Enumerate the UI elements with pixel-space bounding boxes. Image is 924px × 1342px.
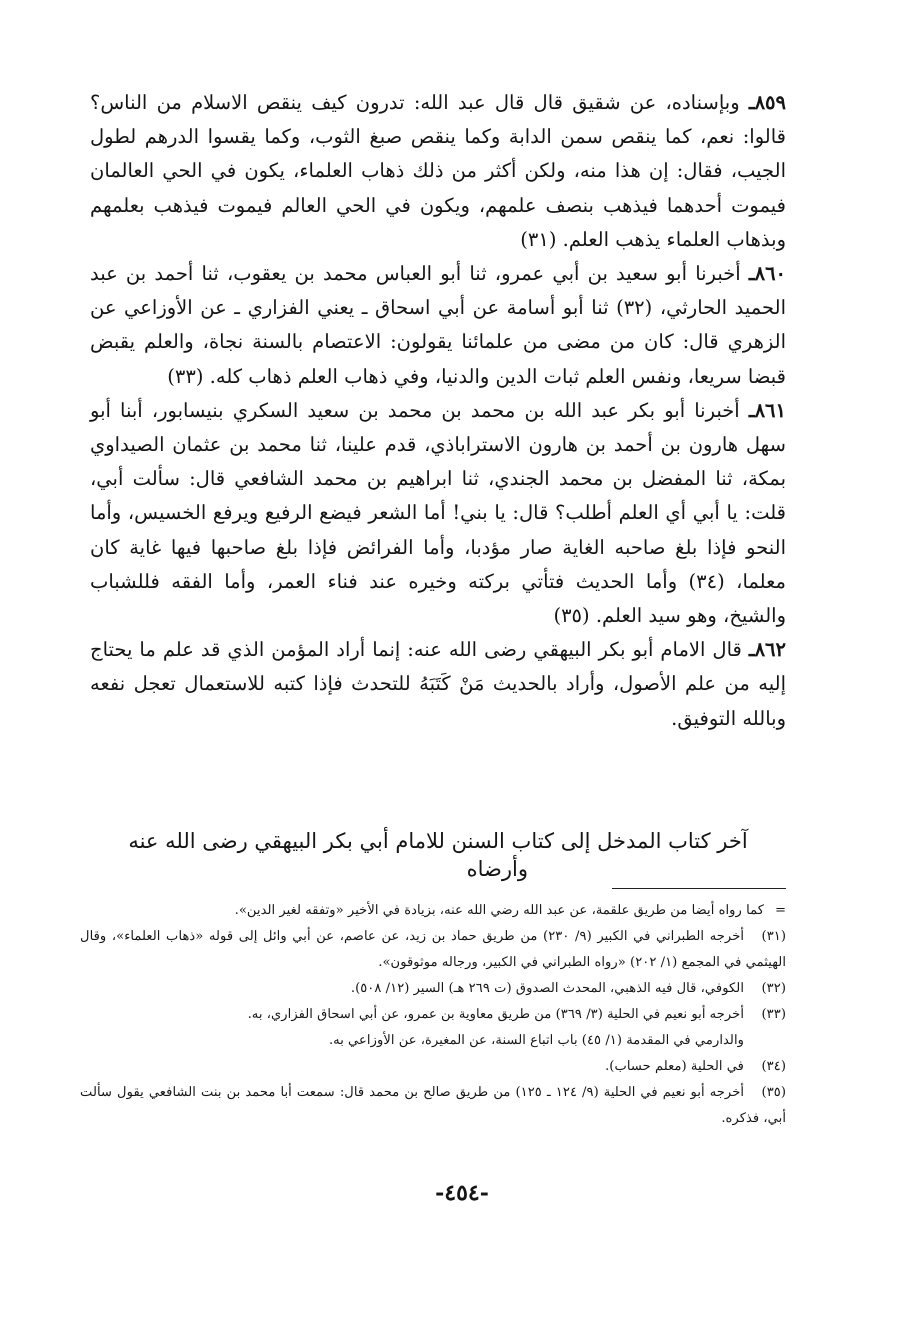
hadith-862 (90, 633, 786, 736)
footnotes (80, 898, 786, 1132)
book-closing (90, 826, 786, 882)
footnote-number: (٣٢) (761, 981, 786, 996)
footnote-32 (80, 976, 786, 1002)
footnote-text-continued: والدارمي في المقدمة (١/ ٤٥) باب اتباع السنة، عن المغيرة، عن الأوزاعي به. (328, 1033, 744, 1048)
hadith-859 (90, 86, 786, 257)
footnote-33 (80, 1002, 786, 1054)
hadith-text: قال الامام أبو بكر البيهقي رضى الله عنه: إنما أراد المؤمن الذي قد علم ما يحتاج إليه من علم الأصول، وأراد بالحديث مَنْ كَتَبَهُ للتحدث فإذا كتبه للاستعمال تعجل نفعه وبالله التوفيق. (90, 638, 786, 730)
footnote-continuation (80, 898, 786, 924)
hadith-860 (90, 257, 786, 394)
hadith-861 (90, 394, 786, 633)
footnote-number: (٣١) (761, 929, 787, 944)
footnote-34 (80, 1054, 786, 1080)
footnote-divider (612, 888, 786, 889)
hadith-text: أخبرنا أبو بكر عبد الله بن محمد بن محمد بن سعيد السكري بنيسابور، أبنا أبو سهل هارون بن أحمد بن هارون الاستراباذي، قدم علينا، ثنا محمد بن عثمان الصيداوي بمكة، ثنا المفضل بن محمد الجندي، ثنا ابراهيم بن محمد الشافعي قال: سألت أبي، قلت: يا أبي أي العلم أطلب؟ قال: يا بني! أما الشعر فيضع الرفيع ويرفع الخسيس، وأما النحو فإذا بلغ صاحبه الغاية صار مؤدبا، وأما الفرائض فإذا بلغ صاحبها فيها غاية كان معلما، (٣٤) وأما الحديث فتأتي بركته وخيره عند فناء العمر، وأما الفقه فللشباب والشيخ، وهو سيد العلم. (٣٥) (90, 398, 786, 628)
footnote-text: في الحلية (معلم حساب). (605, 1059, 744, 1074)
main-text (90, 86, 786, 736)
hadith-number: ٨٥٩ـ (748, 91, 786, 114)
hadith-number: ٨٦١ـ (748, 398, 786, 422)
closing-line-2: وأرضاه (466, 857, 528, 881)
closing-line-1: آخر كتاب المدخل إلى كتاب السنن للامام أبي بكر البيهقي رضى الله عنه (128, 829, 748, 853)
footnote-number: (٣٤) (761, 1059, 786, 1074)
footnote-text: الكوفي، قال فيه الذهبي، المحدث الصدوق (ت ٢٦٩ هـ) السير (١٢/ ٥٠٨). (350, 981, 744, 996)
footnote-number: (٣٥) (761, 1085, 787, 1100)
footnote-35 (80, 1080, 786, 1132)
continuation-marker: = (774, 903, 786, 918)
footnote-text: أخرجه أبو نعيم في الحلية (٣/ ٣٦٩) من طريق معاوية بن عمرو، عن أبي اسحاق الفزاري، به. (247, 1007, 744, 1022)
hadith-text: أخبرنا أبو سعيد بن أبي عمرو، ثنا أبو العباس محمد بن يعقوب، ثنا أحمد بن عبد الحميد الحارثي، (٣٢) ثنا أبو أسامة عن أبي اسحاق ـ يعني الفزاري ـ عن الأوزاعي عن الزهري قال: كان من مضى من علمائنا يقولون: الاعتصام بالسنة نجاة، والعلم يقبض قبضا سريعا، ونفس العلم ثبات الدين والدنيا، وفي ذهاب العلم ذهاب كله. (٣٣) (90, 262, 786, 388)
footnote-number: (٣٣) (761, 1007, 786, 1022)
footnote-31 (80, 924, 786, 976)
footnote-text: كما رواه أيضا من طريق علقمة، عن عبد الله رضي الله عنه، بزيادة في الأخير «وتفقه لغير الدين». (234, 903, 764, 918)
hadith-text: وبإسناده، عن شقيق قال قال عبد الله: تدرون كيف ينقص الاسلام من الناس؟ قالوا: نعم، كما ينقص سمن الدابة وكما ينقص صبغ الثوب، وكما يقسوا الدرهم لطول الجيب، فقال: إن هذا منه، ولكن أكثر من ذلك ذهاب العلماء، يكون في الحي العالمان فيموت أحدهما فيذهب بنصف علمهم، ويكون في الحي العالم فيموت فيذهب بعلمهم وبذهاب العلماء يذهب العلم. (٣١) (90, 91, 786, 251)
hadith-number: ٨٦٢ـ (748, 638, 786, 662)
footnote-text: أخرجه أبو نعيم في الحلية (٩/ ١٢٤ ـ ١٢٥) من طريق صالح بن محمد قال: سمعت أبا محمد بن بنت الشافعي يقول سألت أبي، فذكره. (80, 1085, 786, 1126)
footnote-text: أخرجه الطبراني في الكبير (٩/ ٢٣٠) من طريق حماد بن زيد، عن عاصم، عن أبي وائل إلى قوله «ذهاب العلماء»، وقال الهيثمي في المجمع (١/ ٢٠٢) «رواه الطبراني في الكبير، ورجاله موثوقون». (80, 929, 786, 970)
page-number: -٤٥٤- (435, 1180, 489, 1206)
hadith-number: ٨٦٠ـ (748, 262, 787, 286)
